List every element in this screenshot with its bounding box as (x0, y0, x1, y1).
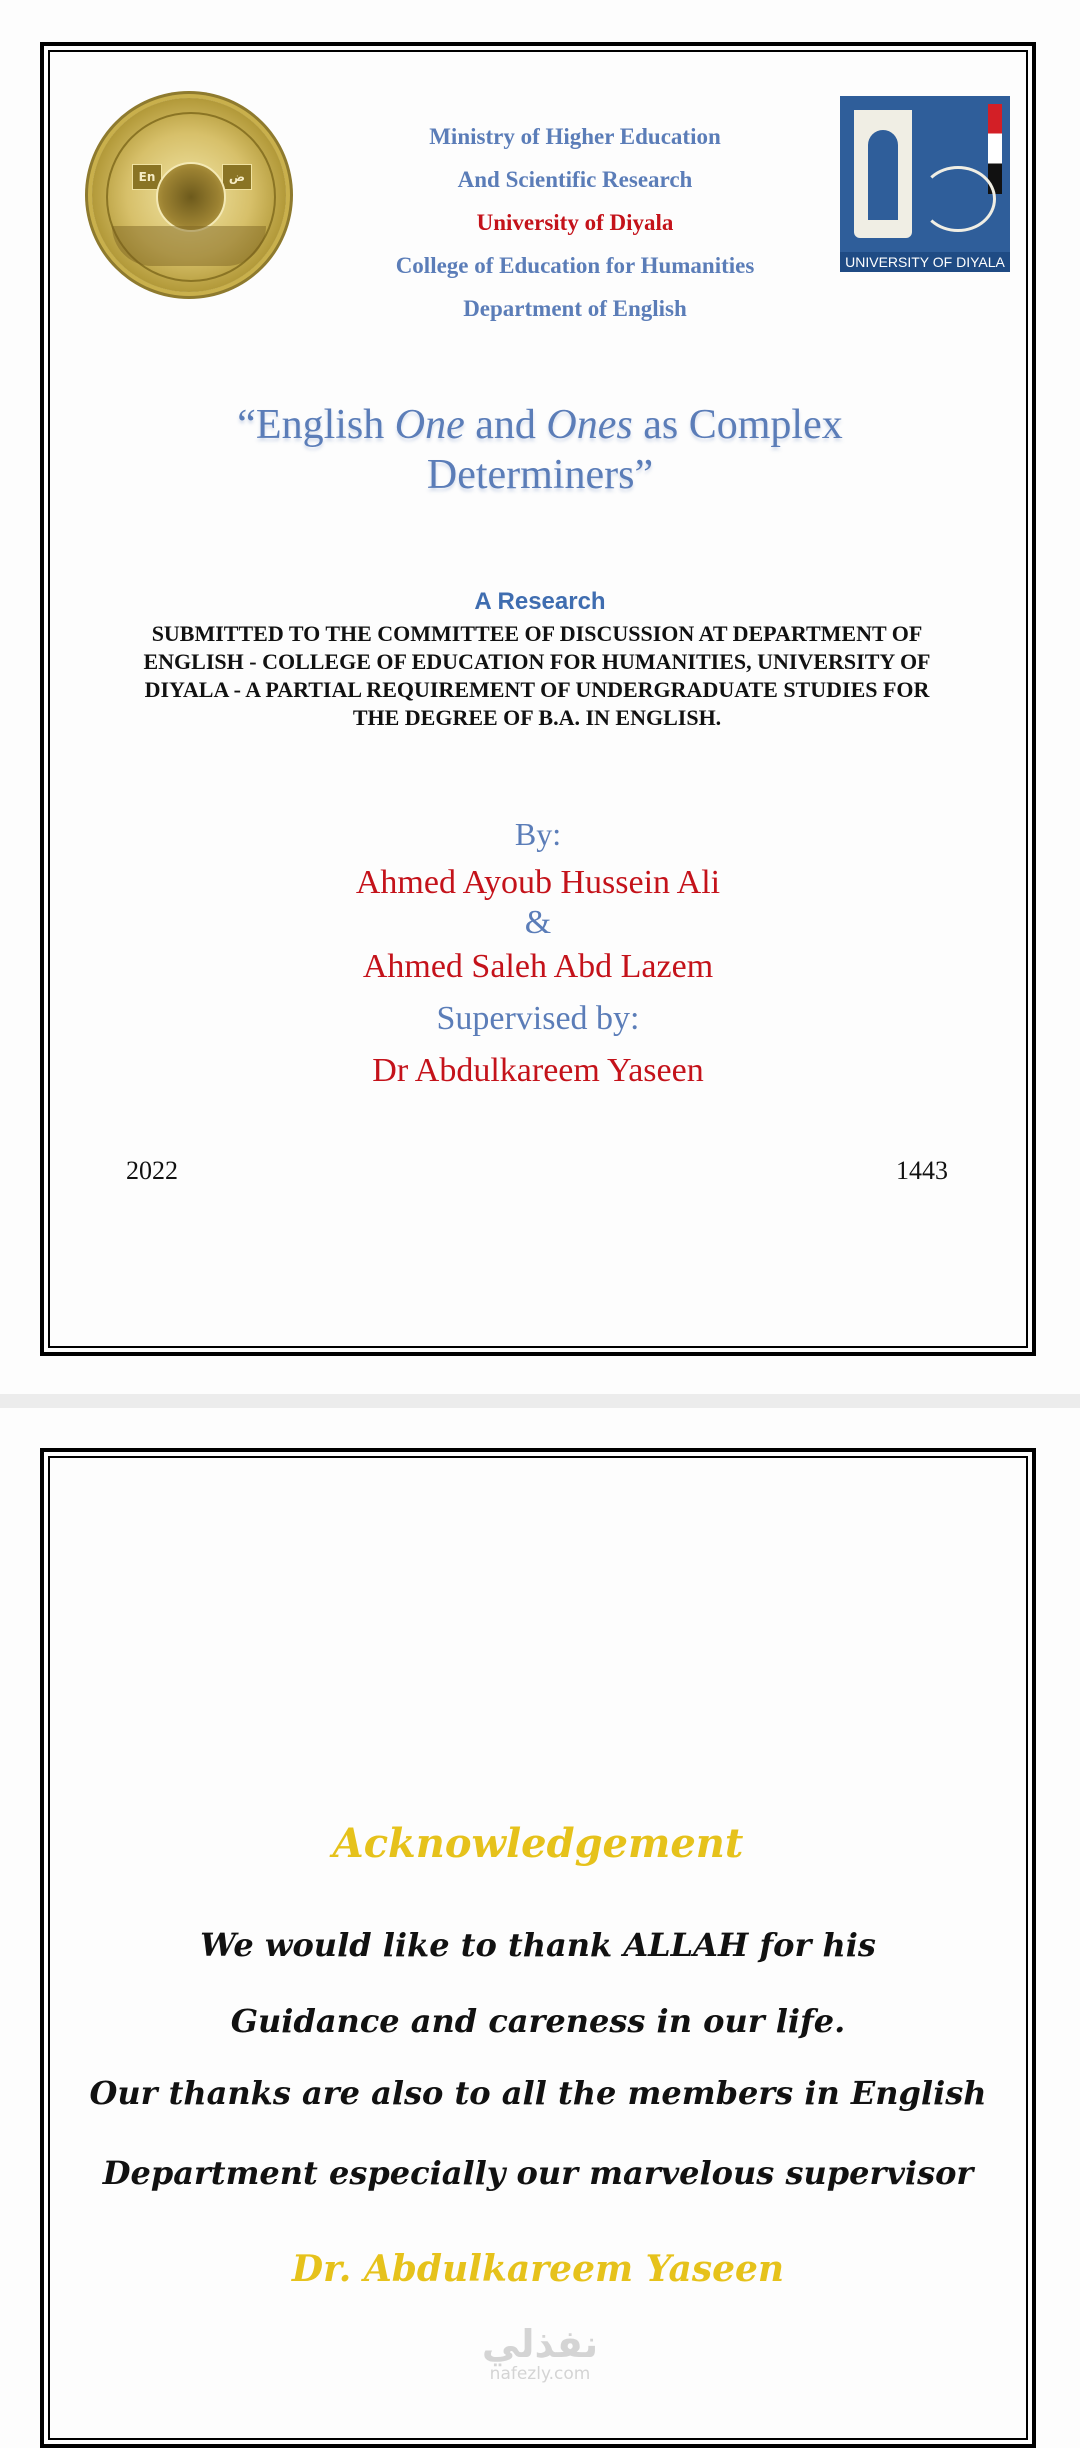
research-label: A Research (474, 588, 606, 615)
research-title: “English One and Ones as Complex Determiners” (237, 402, 843, 498)
acknowledgement-line-2: Guidance and careness in our life. (230, 2002, 846, 2040)
acknowledgement-title: Acknowledgement (332, 1820, 744, 1867)
acknowledgement-line-3: Our thanks are also to all the members in English (89, 2074, 987, 2112)
cover-page (40, 42, 1036, 1356)
seal-segment-en: En (132, 164, 162, 190)
author-1: Ahmed Ayoub Hussein Ali (355, 864, 721, 901)
watermark-arabic: نفذلي (481, 2322, 599, 2366)
watermark-url: nafezly.com (489, 2364, 591, 2384)
watermark (470, 2324, 610, 2384)
submission-statement: SUBMITTED TO THE COMMITTEE OF DISCUSSION AT DEPARTMENT OF ENGLISH - COLLEGE OF EDUCATION FOR HUMANITIES, UNIVERSITY OF DIYALA - A PARTIAL REQUIREMENT OF UNDERGRADUATE STUDIES FOR THE DEGREE OF B.A. IN ENGLISH. (143, 621, 931, 730)
header-ministry: Ministry of Higher Education (429, 124, 721, 149)
year-gregorian: 2022 (126, 1156, 178, 1185)
header-scientific-research: And Scientific Research (457, 167, 693, 192)
supervised-by-label: Supervised by: (436, 1000, 640, 1037)
header-department: Department of English (463, 296, 687, 321)
author-2: Ahmed Saleh Abd Lazem (362, 948, 714, 985)
college-seal-logo (92, 98, 286, 292)
supervisor-name: Dr Abdulkareem Yaseen (372, 1052, 704, 1089)
seal-segment-arabic: ض (222, 164, 252, 190)
authors-ampersand: & (524, 904, 552, 941)
logo-caption: UNIVERSITY OF DIYALA (840, 252, 1010, 272)
by-label: By: (514, 816, 562, 852)
acknowledgement-line-1: We would like to thank ALLAH for his (200, 1926, 876, 1964)
header-university: University of Diyala (476, 210, 674, 235)
university-of-diyala-logo (840, 96, 1010, 272)
header-college: College of Education for Humanities (395, 253, 755, 278)
acknowledgement-page (40, 1448, 1036, 2448)
year-hijri: 1443 (896, 1156, 948, 1185)
page-separator (0, 1394, 1080, 1408)
acknowledgement-line-4: Department especially our marvelous supervisor (102, 2154, 974, 2192)
acknowledgement-signature: Dr. Abdulkareem Yaseen (291, 2248, 785, 2290)
